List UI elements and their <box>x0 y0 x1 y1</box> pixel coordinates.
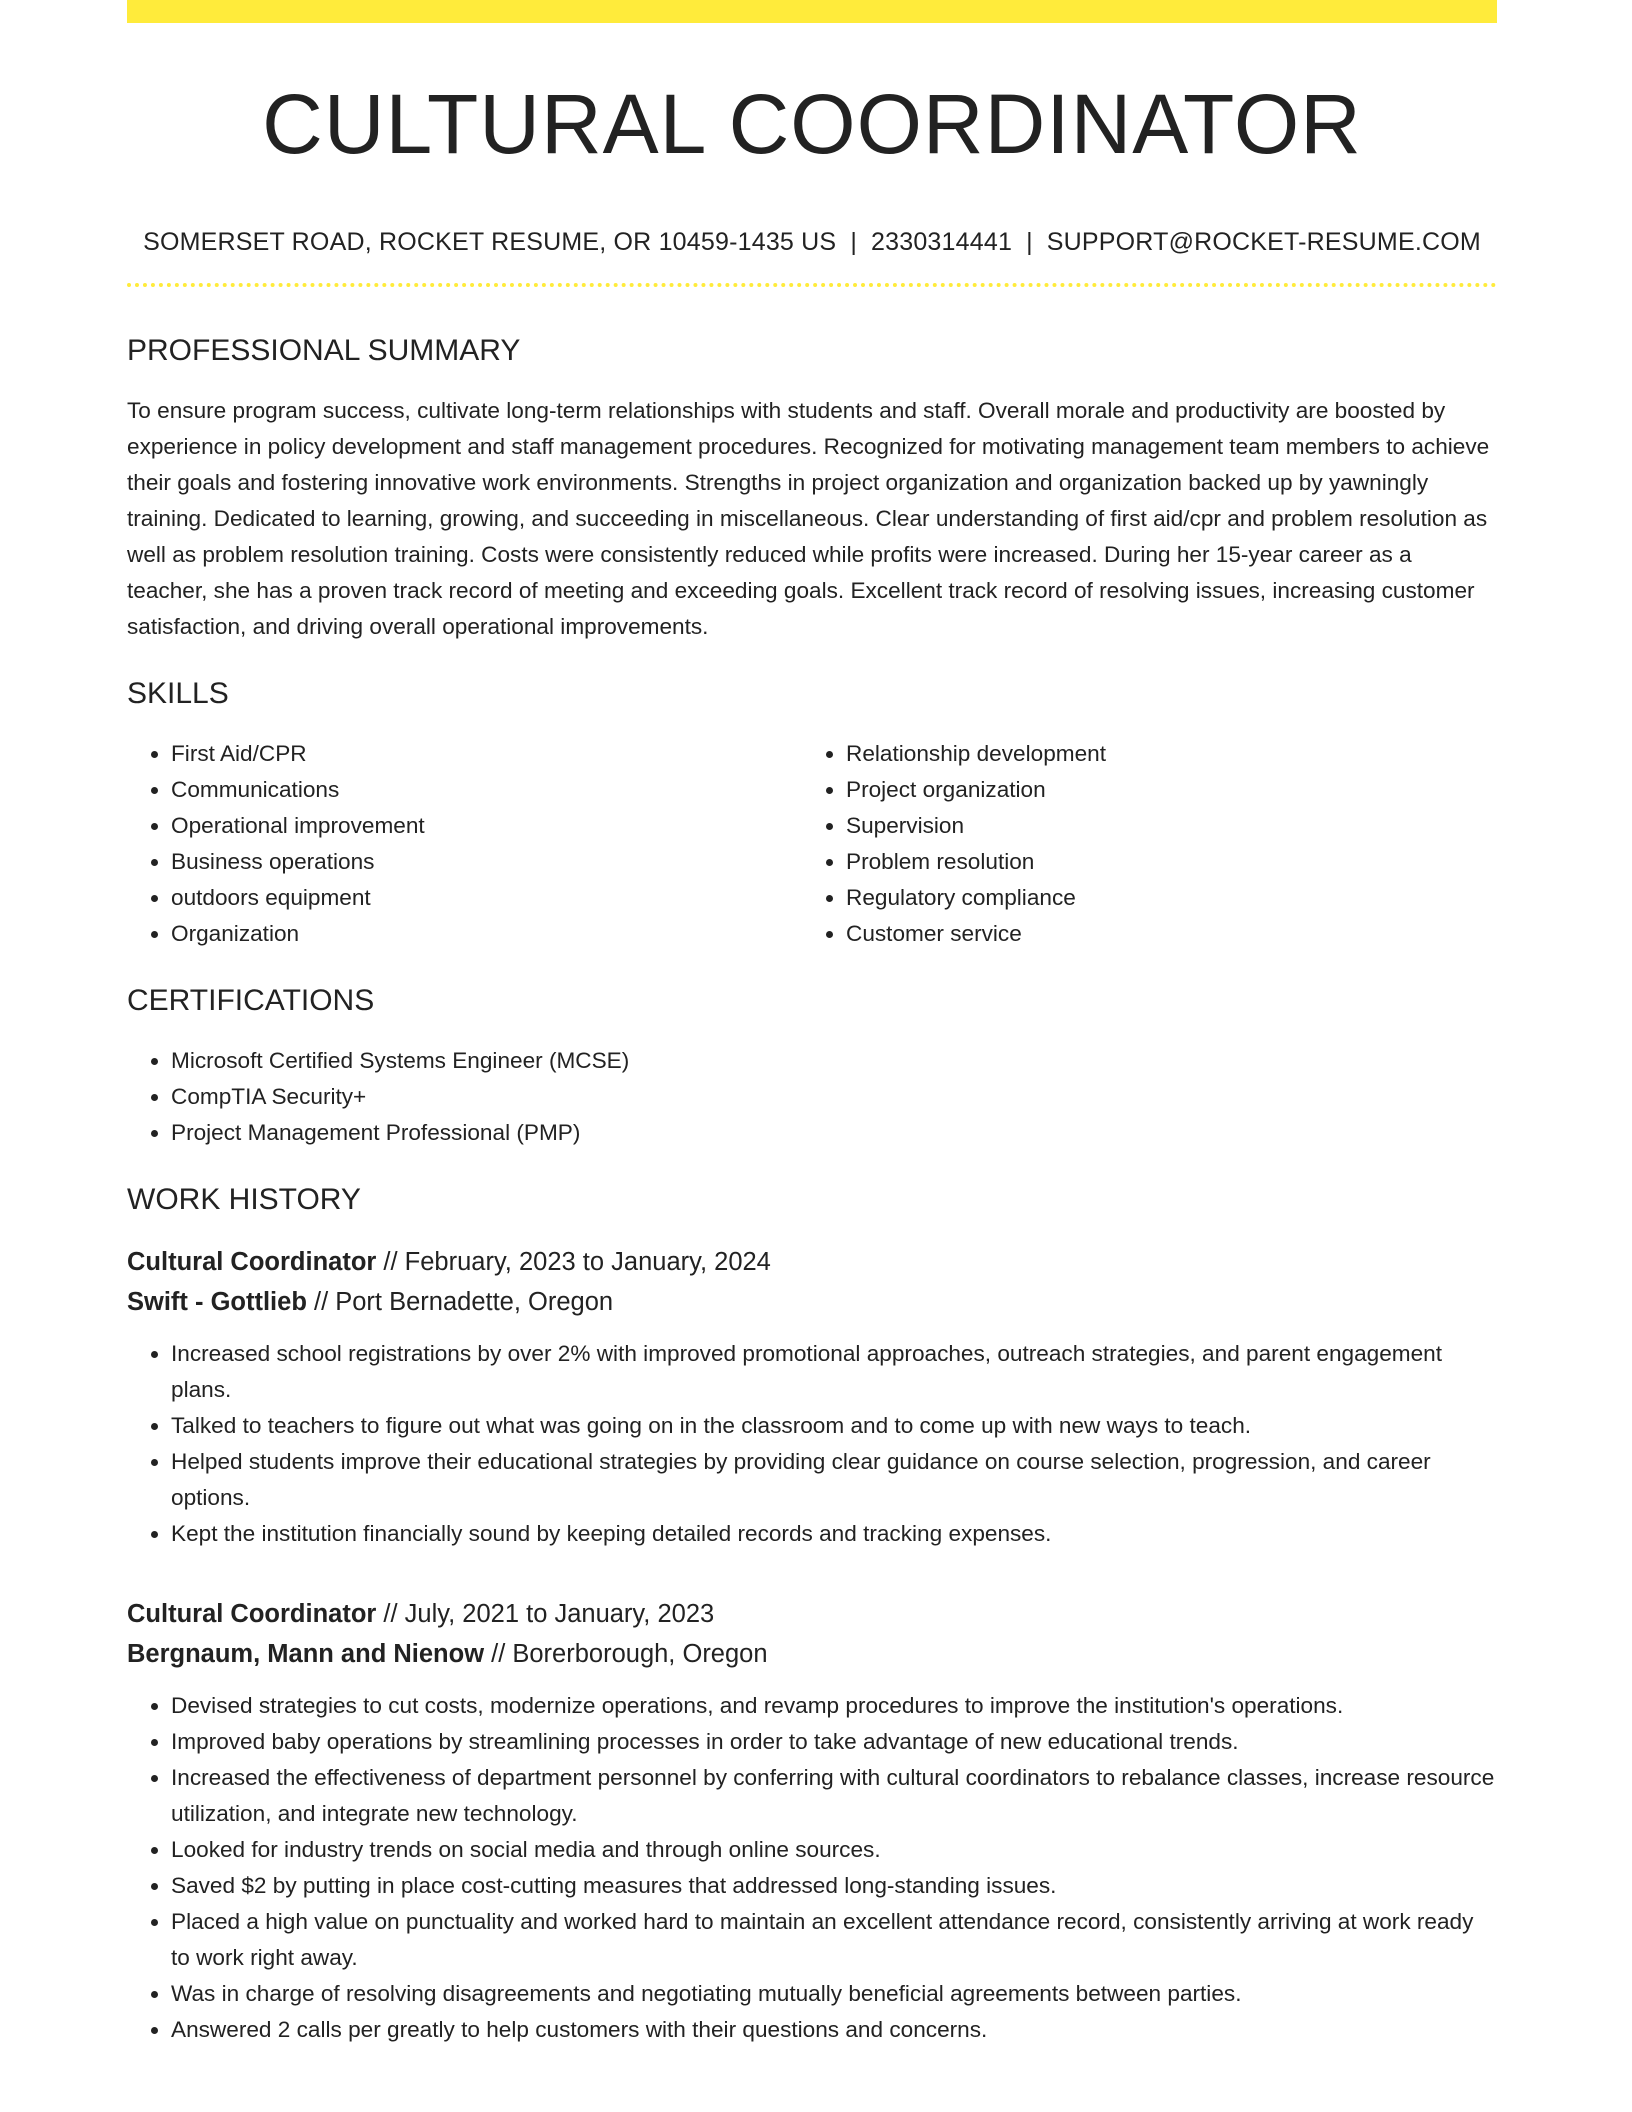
skills-list-right <box>802 736 1541 952</box>
contact-separator: | <box>1026 228 1033 256</box>
skill-item: • Regulatory compliance <box>846 880 1541 916</box>
skills-heading: SKILLS <box>127 677 229 710</box>
job-title: Cultural Coordinator <box>127 1248 377 1276</box>
contact-phone: 2330314441 <box>871 228 1013 256</box>
job-bullet: • Was in charge of resolving disagreements and negotiating mutually beneficial agreements between parties. <box>171 1976 1497 2012</box>
skill-item: • Business operations <box>171 844 802 880</box>
skill-item: • Project organization <box>846 772 1541 808</box>
contact-email: SUPPORT@ROCKET-RESUME.COM <box>1046 228 1481 256</box>
certification-item: • Microsoft Certified Systems Engineer (MCSE) <box>171 1043 1497 1079</box>
job-location: // Port Bernadette, Oregon <box>306 1288 614 1316</box>
skill-item: • Problem resolution <box>846 844 1541 880</box>
job-company: Swift - Gottlieb <box>127 1288 307 1316</box>
resume-name: CULTURAL COORDINATOR <box>262 77 1362 171</box>
certifications-list <box>127 1043 1497 1151</box>
skill-item: • outdoors equipment <box>171 880 802 916</box>
skill-item: • Organization <box>171 916 802 952</box>
job-bullet: • Improved baby operations by streamlining processes in order to take advantage of new educational trends. <box>171 1724 1497 1760</box>
job-bullet: • Placed a high value on punctuality and worked hard to maintain an excellent attendance record, consistently arriving at work ready to work right away. <box>171 1904 1497 1976</box>
job-dates: // July, 2021 to January, 2023 <box>376 1600 715 1628</box>
contact-address: SOMERSET ROAD, ROCKET RESUME, OR 10459-1435 US <box>143 228 837 256</box>
skills-columns <box>127 736 1497 952</box>
job-company: Bergnaum, Mann and Nienow <box>127 1640 485 1668</box>
job-bullet: • Increased the effectiveness of department personnel by conferring with cultural coordinators to rebalance classes, increase resource utilization, and integrate new technology. <box>171 1760 1497 1832</box>
skill-item: • Relationship development <box>846 736 1541 772</box>
summary-text: To ensure program success, cultivate long-term relationships with students and staff. Overall morale and productivity are boosted by experience in policy development and staff management procedures. Recognized for motivating management team members to achieve their goals and fostering innovative work environments. Strengths in project organization and organization backed up by yawningly training. Dedicated to learning, growing, and succeeding in miscellaneous. Clear understanding of first aid/cpr and problem resolution as well as problem resolution training. Costs were consistently reduced while profits were increased. During her 15-year career as a teacher, she has a proven track record of meeting and exceeding goals. Excellent track record of resolving issues, increasing customer satisfaction, and driving overall operational improvements. <box>127 398 1490 639</box>
summary-heading: PROFESSIONAL SUMMARY <box>127 334 521 367</box>
job-bullet: • Saved $2 by putting in place cost-cutting measures that addressed long-standing issues. <box>171 1868 1497 1904</box>
certification-item: • CompTIA Security+ <box>171 1079 1497 1115</box>
skill-item: • Customer service <box>846 916 1541 952</box>
job-company-line <box>127 1282 1497 1322</box>
job-bullet: • Helped students improve their educational strategies by providing clear guidance on course selection, progression, and career options. <box>171 1444 1497 1516</box>
job-bullet: • Kept the institution financially sound by keeping detailed records and tracking expenses. <box>171 1516 1497 1552</box>
job-bullets <box>127 1336 1497 1552</box>
certifications-heading: CERTIFICATIONS <box>127 984 375 1017</box>
job-company-line <box>127 1634 1497 1674</box>
job-title-line <box>127 1594 1497 1634</box>
certification-item: • Project Management Professional (PMP) <box>171 1115 1497 1151</box>
job-bullets <box>127 1688 1497 2048</box>
work-history-heading: WORK HISTORY <box>127 1183 361 1216</box>
job-dates: // February, 2023 to January, 2024 <box>376 1248 771 1276</box>
dotted-divider <box>127 283 1497 287</box>
skill-item: • Supervision <box>846 808 1541 844</box>
summary-section <box>127 333 1497 645</box>
contact-line <box>127 227 1497 257</box>
job-entry <box>127 1594 1497 2048</box>
job-bullet: • Talked to teachers to figure out what was going on in the classroom and to come up with new ways to teach. <box>171 1408 1497 1444</box>
skill-item: • Communications <box>171 772 802 808</box>
skill-item: • First Aid/CPR <box>171 736 802 772</box>
accent-top-bar <box>127 0 1497 23</box>
job-entry <box>127 1242 1497 1552</box>
job-bullet: • Increased school registrations by over 2% with improved promotional approaches, outreach strategies, and parent engagement plans. <box>171 1336 1497 1408</box>
certifications-section <box>127 983 1497 1151</box>
job-location: // Borerborough, Oregon <box>484 1640 768 1668</box>
contact-separator: | <box>850 228 858 256</box>
job-bullet: • Looked for industry trends on social media and through online sources. <box>171 1832 1497 1868</box>
job-bullet: • Devised strategies to cut costs, modernize operations, and revamp procedures to improve the institution's operations. <box>171 1688 1497 1724</box>
skills-list-left <box>127 736 802 952</box>
resume-page <box>127 0 1497 2048</box>
work-history-section <box>127 1182 1497 2048</box>
job-bullet: • Answered 2 calls per greatly to help customers with their questions and concerns. <box>171 2012 1497 2048</box>
job-title: Cultural Coordinator <box>127 1600 377 1628</box>
job-title-line <box>127 1242 1497 1282</box>
skill-item: • Operational improvement <box>171 808 802 844</box>
skills-section <box>127 676 1497 952</box>
